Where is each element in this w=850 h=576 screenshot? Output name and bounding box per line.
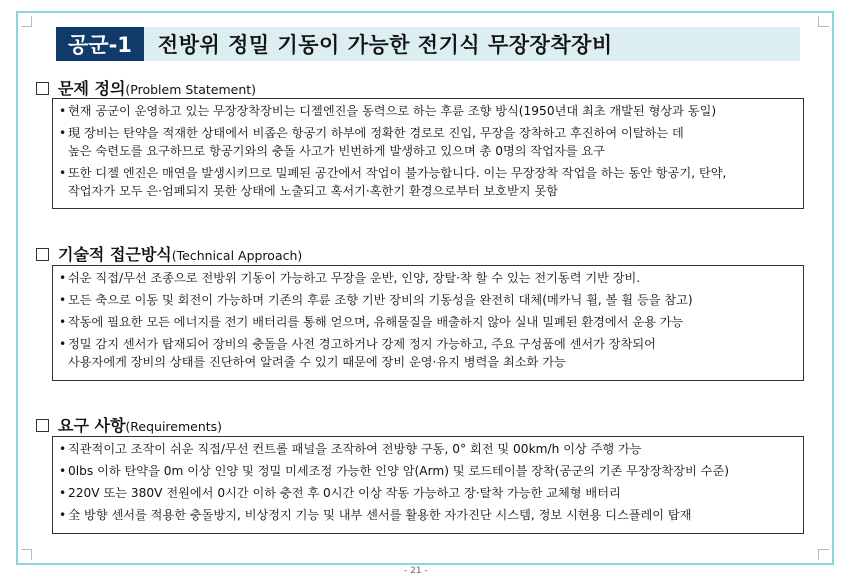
approach-box (52, 265, 804, 381)
crop-mark (818, 16, 829, 27)
bullet-icon: • (59, 126, 67, 140)
section-title: 요구 사항 (58, 416, 126, 435)
list-item: • 현재 공군이 운영하고 있는 무장장착장비는 디젤엔진을 동력으로 하는 후륜 조향 방식(1950년대 최초 개발된 형상과 동일) (59, 104, 717, 118)
list-item: • 0lbs 이하 탄약을 0m 이상 인양 및 정밀 미세조정 가능한 인양 암(Arm) 및 로드테이블 장착(공군의 기존 무장장착장비 수준) (59, 464, 729, 478)
section-subtitle: (Problem Statement) (125, 82, 257, 97)
bullet-icon: • (59, 486, 67, 500)
checkbox-icon (36, 82, 49, 95)
list-item: • 220V 또는 380V 전원에서 0시간 이하 충전 후 0시간 이상 작동 가능하고 장·탈착 가능한 교체형 배터리 (59, 486, 621, 500)
bullet-icon: • (59, 442, 67, 456)
title-bar (56, 27, 800, 61)
section-heading-requirements (36, 413, 222, 436)
crop-mark (818, 549, 829, 560)
bullet-icon: • (59, 104, 67, 118)
crop-mark (21, 549, 32, 560)
list-item: • 작동에 필요한 모든 에너지를 전기 배터리를 통해 얻으며, 유해물질을 배출하지 않아 실내 밀폐된 환경에서 운용 가능 (59, 315, 684, 329)
list-item: • 쉬운 직접/무선 조종으로 전방위 기동이 가능하고 무장을 운반, 인양, 장탈·착 할 수 있는 전기동력 기반 장비. (59, 271, 641, 285)
crop-mark (21, 16, 32, 27)
section-heading-approach (36, 242, 302, 265)
checkbox-icon (36, 419, 49, 432)
list-item: • 모든 축으로 이동 및 회전이 가능하며 기존의 후륜 조향 기반 장비의 기동성을 완전히 대체(메카닉 휠, 볼 휠 등을 참고) (59, 293, 693, 307)
bullet-icon: • (59, 337, 67, 351)
bullet-icon: • (59, 508, 67, 522)
section-title: 기술적 접근방식 (58, 245, 172, 264)
list-item: • 직관적이고 조작이 쉬운 직접/무선 컨트롤 패널을 조작하여 전방향 구동, 0° 회전 및 00km/h 이상 주행 가능 (59, 442, 642, 456)
list-item: • 現 장비는 탄약을 적재한 상태에서 비좁은 항공기 하부에 정확한 경로로 진입, 무장을 장착하고 후진하여 이탈하는 데 높은 숙련도를 요구하므로 항공기와의 충돌 사고가 빈번하게 발생하고 있으며 총 0명의 작업자를 요구 (59, 126, 684, 158)
requirements-box (52, 436, 804, 534)
section-heading-problem (36, 76, 256, 99)
section-title: 문제 정의 (58, 79, 126, 98)
list-item: • 全 방향 센서를 적용한 충돌방지, 비상정지 기능 및 내부 센서를 활용한 자가진단 시스템, 정보 시현용 디스플레이 탑재 (59, 508, 692, 522)
bullet-icon: • (59, 315, 67, 329)
list-item: • 정밀 감지 센서가 탑재되어 장비의 충돌을 사전 경고하거나 강제 정지 가능하고, 주요 구성품에 센서가 장착되어 사용자에게 장비의 상태를 진단하여 알려줄 수 있기 때문에 장비 운영·유지 병력을 최소화 가능 (59, 337, 656, 369)
list-item: • 또한 디젤 엔진은 매연을 발생시키므로 밀폐된 공간에서 작업이 불가능합니다. 이는 무장장착 작업을 하는 동안 항공기, 탄약, 작업자가 모두 은·엄폐되지 못한 상태에 노출되고 혹서기·혹한기 환경으로부터 보호받지 못함 (59, 166, 727, 198)
section-subtitle: (Requirements) (125, 419, 223, 434)
title-badge: 공군-1 (56, 27, 144, 61)
bullet-icon: • (59, 464, 67, 478)
checkbox-icon (36, 248, 49, 261)
page-number: - 21 - (404, 566, 428, 576)
bullet-icon: • (59, 271, 67, 285)
bullet-icon: • (59, 293, 67, 307)
problem-box (52, 98, 804, 209)
section-subtitle: (Technical Approach) (171, 248, 303, 263)
bullet-icon: • (59, 166, 67, 180)
page-title: 전방위 정밀 기동이 가능한 전기식 무장장착장비 (157, 33, 613, 57)
